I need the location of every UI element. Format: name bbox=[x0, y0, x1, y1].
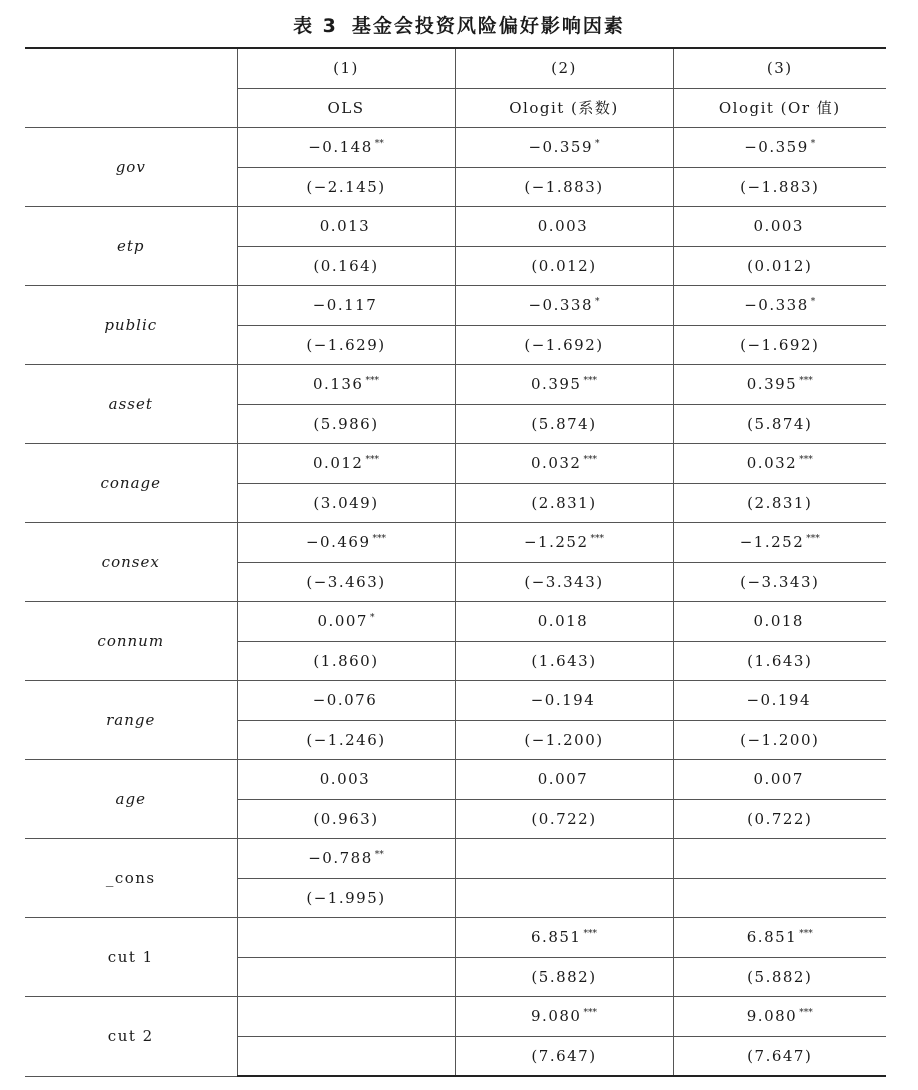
coefficient-cell bbox=[455, 918, 673, 958]
coefficient-value: 0.007 bbox=[317, 612, 368, 631]
table-row-coefficient bbox=[25, 523, 886, 563]
t-statistic-cell: (0.722) bbox=[455, 799, 673, 839]
t-statistic-cell: (0.012) bbox=[673, 246, 886, 286]
t-statistic-cell: (5.874) bbox=[673, 404, 886, 444]
significance-stars: *** bbox=[799, 455, 813, 466]
coefficient-value: −0.148 bbox=[308, 138, 373, 157]
t-statistic-cell: (7.647) bbox=[455, 1036, 673, 1076]
coefficient-value: 6.851 bbox=[746, 928, 798, 947]
table-row-coefficient bbox=[25, 681, 886, 721]
coefficient-cell bbox=[455, 128, 673, 168]
table-row-coefficient bbox=[25, 839, 886, 879]
t-statistic-cell bbox=[237, 1036, 455, 1076]
coefficient-value: −0.076 bbox=[312, 691, 378, 710]
column-model: Ologit (系数) bbox=[455, 88, 673, 128]
coefficient-cell bbox=[237, 997, 455, 1037]
t-statistic-cell: (−1.883) bbox=[455, 167, 673, 207]
variable-name: connum bbox=[25, 602, 237, 681]
significance-stars: * bbox=[595, 297, 600, 308]
significance-stars: ** bbox=[374, 139, 384, 150]
column-model: Ologit (Or 值) bbox=[673, 88, 886, 128]
coefficient-cell bbox=[673, 207, 886, 247]
t-statistic-cell: (−1.692) bbox=[455, 325, 673, 365]
coefficient-cell bbox=[455, 286, 673, 326]
t-statistic-cell: (−1.995) bbox=[237, 878, 455, 918]
coefficient-value: 0.003 bbox=[319, 770, 371, 789]
coefficient-cell bbox=[237, 918, 455, 958]
significance-stars: *** bbox=[372, 534, 386, 545]
coefficient-cell bbox=[237, 207, 455, 247]
t-statistic-cell: (1.860) bbox=[237, 641, 455, 681]
table-caption bbox=[0, 11, 918, 38]
coefficient-cell bbox=[673, 523, 886, 563]
t-statistic-cell: (2.831) bbox=[673, 483, 886, 523]
t-statistic-cell: (−3.343) bbox=[455, 562, 673, 602]
t-statistic-cell: (0.722) bbox=[673, 799, 886, 839]
coefficient-value: 0.018 bbox=[537, 612, 589, 631]
coefficient-cell bbox=[673, 602, 886, 642]
t-statistic-cell: (0.963) bbox=[237, 799, 455, 839]
variable-name: gov bbox=[25, 128, 237, 207]
coefficient-value: 0.032 bbox=[746, 454, 798, 473]
coefficient-cell bbox=[237, 523, 455, 563]
header-stub bbox=[25, 48, 237, 128]
table-row-coefficient bbox=[25, 207, 886, 247]
coefficient-cell bbox=[237, 444, 455, 484]
coefficient-value: 0.032 bbox=[531, 454, 582, 473]
variable-name: cut 1 bbox=[25, 918, 237, 997]
significance-stars: *** bbox=[365, 455, 379, 466]
t-statistic-cell bbox=[455, 878, 673, 918]
significance-stars: *** bbox=[365, 376, 379, 387]
coefficient-cell bbox=[455, 444, 673, 484]
variable-name: public bbox=[25, 286, 237, 365]
coefficient-value: 0.136 bbox=[313, 375, 364, 394]
column-index: (3) bbox=[673, 48, 886, 88]
coefficient-value: 0.007 bbox=[753, 770, 804, 789]
coefficient-cell bbox=[673, 681, 886, 721]
coefficient-value: 0.003 bbox=[753, 217, 804, 236]
t-statistic-cell: (−2.145) bbox=[237, 167, 455, 207]
coefficient-cell bbox=[237, 681, 455, 721]
coefficient-value: −0.359 bbox=[528, 138, 593, 157]
t-statistic-cell: (2.831) bbox=[455, 483, 673, 523]
coefficient-cell bbox=[455, 207, 673, 247]
t-statistic-cell: (5.882) bbox=[455, 957, 673, 997]
significance-stars: * bbox=[369, 613, 375, 624]
t-statistic-cell: (−1.200) bbox=[673, 720, 886, 760]
significance-stars: * bbox=[595, 139, 600, 150]
table-row-coefficient bbox=[25, 602, 886, 642]
t-statistic-cell: (1.643) bbox=[673, 641, 886, 681]
significance-stars: *** bbox=[806, 534, 820, 545]
significance-stars: *** bbox=[583, 376, 597, 387]
coefficient-cell bbox=[237, 365, 455, 405]
significance-stars: ** bbox=[374, 850, 384, 861]
table-row-coefficient bbox=[25, 918, 886, 958]
coefficient-value: 9.080 bbox=[746, 1007, 798, 1026]
column-model: OLS bbox=[237, 88, 455, 128]
column-index: (2) bbox=[455, 48, 673, 88]
coefficient-value: −0.338 bbox=[528, 296, 593, 315]
significance-stars: *** bbox=[799, 376, 813, 387]
coefficient-value: 0.012 bbox=[313, 454, 364, 473]
coefficient-cell bbox=[237, 839, 455, 879]
significance-stars: *** bbox=[799, 1008, 813, 1019]
table-row-coefficient bbox=[25, 128, 886, 168]
variable-name: asset bbox=[25, 365, 237, 444]
table-row-coefficient bbox=[25, 365, 886, 405]
significance-stars: * bbox=[810, 297, 816, 308]
t-statistic-cell: (−1.883) bbox=[673, 167, 886, 207]
t-statistic-cell: (5.874) bbox=[455, 404, 673, 444]
table-row-coefficient bbox=[25, 997, 886, 1037]
coefficient-cell bbox=[455, 602, 673, 642]
t-statistic-cell: (5.986) bbox=[237, 404, 455, 444]
coefficient-value: −0.788 bbox=[308, 849, 373, 868]
coefficient-cell bbox=[455, 997, 673, 1037]
coefficient-value: 0.007 bbox=[537, 770, 589, 789]
variable-name: cut 2 bbox=[25, 997, 237, 1077]
coefficient-cell bbox=[673, 128, 886, 168]
t-statistic-cell: (7.647) bbox=[673, 1036, 886, 1076]
coefficient-cell bbox=[673, 997, 886, 1037]
t-statistic-cell: (−3.463) bbox=[237, 562, 455, 602]
coefficient-value: 9.080 bbox=[531, 1007, 582, 1026]
t-statistic-cell bbox=[237, 957, 455, 997]
significance-stars: *** bbox=[799, 929, 813, 940]
coefficient-cell bbox=[673, 760, 886, 800]
significance-stars: *** bbox=[583, 929, 597, 940]
coefficient-cell bbox=[237, 128, 455, 168]
coefficient-value: −1.252 bbox=[739, 533, 805, 552]
t-statistic-cell: (3.049) bbox=[237, 483, 455, 523]
coefficient-value: 0.013 bbox=[319, 217, 371, 236]
regression-table bbox=[25, 47, 886, 1077]
coefficient-value: 0.003 bbox=[537, 217, 589, 236]
variable-name: _cons bbox=[25, 839, 237, 918]
header-row-index bbox=[25, 48, 886, 88]
t-statistic-cell: (0.012) bbox=[455, 246, 673, 286]
coefficient-value: −0.359 bbox=[744, 138, 809, 157]
t-statistic-cell bbox=[673, 878, 886, 918]
t-statistic-cell: (5.882) bbox=[673, 957, 886, 997]
coefficient-cell bbox=[237, 286, 455, 326]
coefficient-cell bbox=[455, 365, 673, 405]
coefficient-value: −1.252 bbox=[523, 533, 589, 552]
coefficient-cell bbox=[237, 760, 455, 800]
table-row-coefficient bbox=[25, 286, 886, 326]
significance-stars: *** bbox=[590, 534, 604, 545]
variable-name: conage bbox=[25, 444, 237, 523]
variable-name: etp bbox=[25, 207, 237, 286]
t-statistic-cell: (−1.629) bbox=[237, 325, 455, 365]
significance-stars: *** bbox=[583, 455, 597, 466]
table-title: 基金会投资风险偏好影响因素 bbox=[351, 15, 625, 37]
coefficient-cell bbox=[673, 918, 886, 958]
coefficient-cell bbox=[455, 523, 673, 563]
t-statistic-cell: (1.643) bbox=[455, 641, 673, 681]
coefficient-value: −0.469 bbox=[305, 533, 371, 552]
coefficient-cell bbox=[237, 602, 455, 642]
t-statistic-cell: (−1.200) bbox=[455, 720, 673, 760]
t-statistic-cell: (−1.246) bbox=[237, 720, 455, 760]
variable-name: range bbox=[25, 681, 237, 760]
coefficient-cell bbox=[455, 681, 673, 721]
coefficient-value: −0.338 bbox=[744, 296, 809, 315]
coefficient-value: −0.117 bbox=[312, 296, 378, 315]
regression-table-body bbox=[25, 48, 886, 1076]
column-index: (1) bbox=[237, 48, 455, 88]
significance-stars: *** bbox=[583, 1008, 597, 1019]
coefficient-cell bbox=[455, 760, 673, 800]
coefficient-value: 6.851 bbox=[531, 928, 582, 947]
coefficient-cell bbox=[673, 839, 886, 879]
table-row-coefficient bbox=[25, 760, 886, 800]
coefficient-value: 0.018 bbox=[753, 612, 804, 631]
t-statistic-cell: (−3.343) bbox=[673, 562, 886, 602]
significance-stars: * bbox=[810, 139, 816, 150]
coefficient-cell bbox=[455, 839, 673, 879]
coefficient-cell bbox=[673, 444, 886, 484]
coefficient-value: −0.194 bbox=[530, 691, 596, 710]
coefficient-cell bbox=[673, 286, 886, 326]
coefficient-value: −0.194 bbox=[746, 691, 811, 710]
coefficient-value: 0.395 bbox=[746, 375, 798, 394]
coefficient-value: 0.395 bbox=[531, 375, 582, 394]
table-row-coefficient bbox=[25, 444, 886, 484]
variable-name: age bbox=[25, 760, 237, 839]
variable-name: consex bbox=[25, 523, 237, 602]
t-statistic-cell: (0.164) bbox=[237, 246, 455, 286]
coefficient-cell bbox=[673, 365, 886, 405]
table-number: 表 3 bbox=[293, 15, 338, 37]
t-statistic-cell: (−1.692) bbox=[673, 325, 886, 365]
